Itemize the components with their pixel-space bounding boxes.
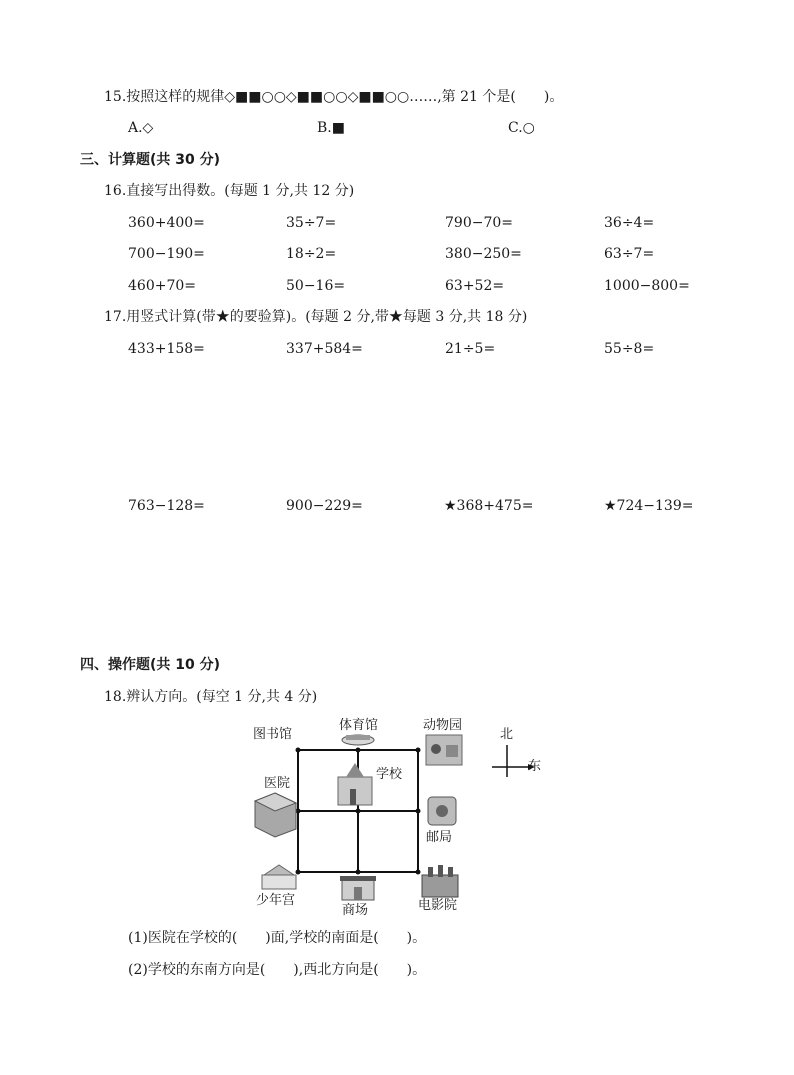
q15-option-a: A.◇ — [128, 120, 154, 136]
post-office-icon — [428, 797, 456, 825]
hospital-icon — [255, 793, 296, 837]
question-15-text: 15.按照这样的规律◇■■○○◇■■○○◇■■○○……,第 21 个是( )。 — [104, 89, 564, 105]
zoo-icon — [426, 735, 462, 765]
label-school: 学校 — [376, 767, 403, 782]
q15-option-b: B.■ — [317, 120, 345, 136]
label-hospital: 医院 — [264, 776, 291, 791]
q18-sub-question-2: (2)学校的东南方向是( ),西北方向是( )。 — [128, 962, 427, 978]
q17-item: 900−229= — [286, 498, 363, 514]
q17-item: ★724−139= — [604, 498, 694, 514]
label-post-office: 邮局 — [426, 830, 453, 845]
q18-sub-question-1: (1)医院在学校的( )面,学校的南面是( )。 — [128, 930, 427, 946]
question-17-title: 17.用竖式计算(带★的要验算)。(每题 2 分,带★每题 3 分,共 18 分) — [104, 309, 528, 325]
school-icon — [338, 763, 372, 805]
q16-item: 700−190= — [128, 246, 205, 262]
youth-palace-icon — [262, 865, 296, 889]
question-18-title: 18.辨认方向。(每空 1 分,共 4 分) — [104, 689, 318, 705]
q17-item: 21÷5= — [445, 341, 496, 357]
section-4-title: 四、操作题(共 10 分) — [80, 657, 221, 673]
mall-icon — [340, 876, 376, 900]
q16-item: 63÷7= — [604, 246, 655, 262]
q16-item: 35÷7= — [286, 215, 337, 231]
q16-item: 360+400= — [128, 215, 205, 231]
compass-north-label: 北 — [500, 727, 514, 742]
label-youth-palace: 少年宫 — [256, 893, 296, 908]
label-zoo: 动物园 — [423, 718, 463, 733]
q17-item: 337+584= — [286, 341, 363, 357]
cinema-icon — [422, 865, 458, 897]
label-gym: 体育馆 — [339, 718, 379, 733]
q17-item: 433+158= — [128, 341, 205, 357]
q16-item: 63+52= — [445, 278, 505, 294]
q16-item: 50−16= — [286, 278, 346, 294]
q16-item: 18÷2= — [286, 246, 337, 262]
q16-item: 460+70= — [128, 278, 196, 294]
label-library: 图书馆 — [253, 727, 293, 742]
label-cinema: 电影院 — [418, 898, 458, 913]
q16-item: 790−70= — [445, 215, 513, 231]
q15-option-c: C.○ — [508, 120, 535, 136]
q17-item: 763−128= — [128, 498, 205, 514]
question-16-title: 16.直接写出得数。(每题 1 分,共 12 分) — [104, 183, 355, 199]
q17-item: 55÷8= — [604, 341, 655, 357]
gym-icon — [342, 735, 374, 745]
q16-item: 1000−800= — [604, 278, 690, 294]
q16-item: 36÷4= — [604, 215, 655, 231]
q17-item: ★368+475= — [444, 498, 534, 514]
section-3-title: 三、计算题(共 30 分) — [80, 152, 221, 168]
q16-item: 380−250= — [445, 246, 522, 262]
label-mall: 商场 — [342, 903, 369, 918]
map-grid — [250, 715, 540, 920]
direction-map — [250, 715, 540, 920]
compass-east-label: 东 — [528, 759, 542, 774]
